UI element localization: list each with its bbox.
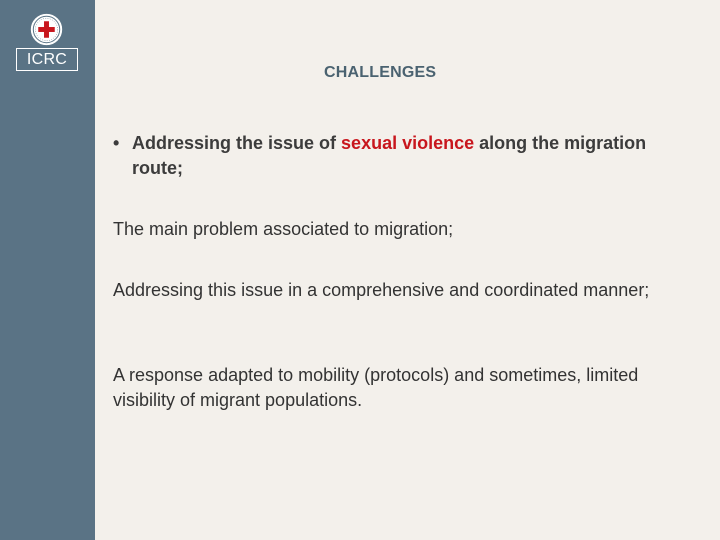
paragraph-1: The main problem associated to migration;: [113, 219, 454, 239]
bullet-text-after: along the migration route;: [132, 133, 647, 178]
bullet-item: [113, 131, 673, 181]
bullet-text-before: Addressing the issue of: [132, 133, 342, 153]
paragraph-3: A response adapted to mobility (protocols) and sometimes, limited visibility of migrant populations.: [113, 365, 639, 410]
bullet-highlight: sexual violence: [341, 133, 475, 153]
bullet-icon: •: [113, 133, 120, 153]
org-label: ICRC: [16, 48, 78, 71]
slide-title: CHALLENGES: [324, 64, 437, 81]
sidebar: [0, 0, 95, 540]
red-cross-emblem-icon: [30, 13, 63, 46]
bullet-text: [113, 131, 673, 181]
paragraph-2: Addressing this issue in a comprehensive and coordinated manner;: [113, 280, 650, 300]
